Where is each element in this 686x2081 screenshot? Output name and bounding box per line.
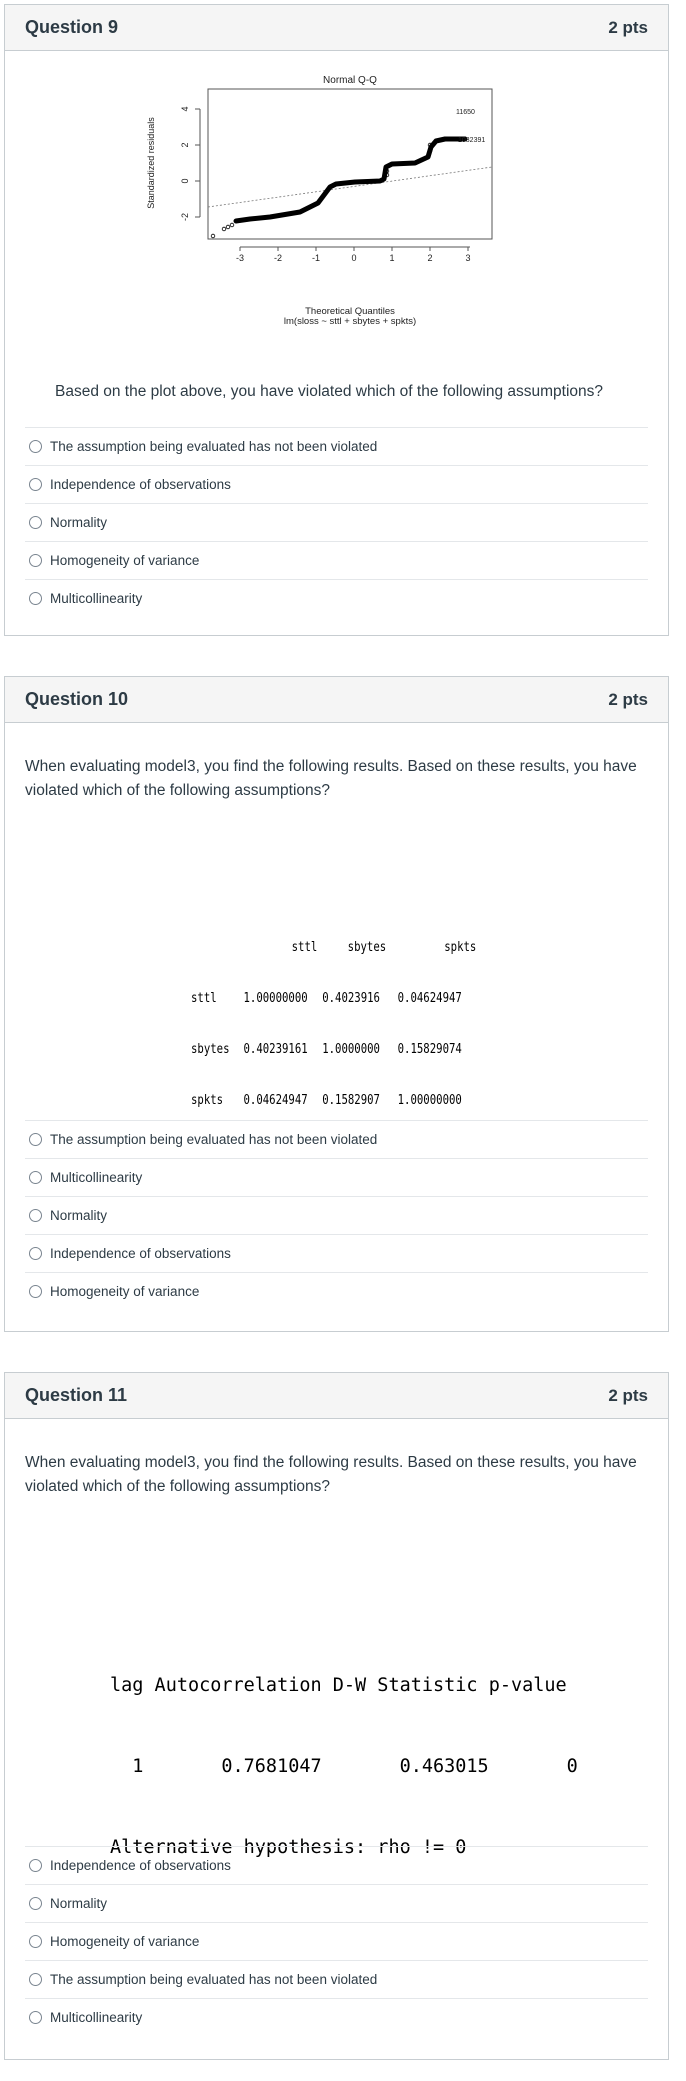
radio-button[interactable]	[29, 478, 42, 491]
radio-button[interactable]	[29, 1171, 42, 1184]
answer-option[interactable]	[25, 1120, 648, 1158]
question-header	[5, 677, 668, 723]
corr-cell: 1.00000000	[397, 1093, 462, 1108]
radio-button[interactable]	[29, 1935, 42, 1948]
question-points: 2 pts	[608, 689, 648, 709]
corr-header: spkts	[444, 940, 477, 955]
radio-button[interactable]	[29, 2011, 42, 2024]
corr-cell: 0.40239161	[243, 1042, 308, 1057]
corr-header: sttl	[291, 940, 318, 955]
answer-label: Homogeneity of variance	[50, 553, 200, 568]
answer-option[interactable]	[25, 1158, 648, 1196]
answer-label: Normality	[50, 515, 108, 530]
answer-option[interactable]	[25, 1846, 648, 1884]
answer-option[interactable]	[25, 465, 648, 503]
dw-row: 1 0.7681047 0.463015 0	[110, 1756, 578, 1777]
answer-label: Multicollinearity	[50, 2010, 143, 2025]
answer-option[interactable]	[25, 427, 648, 465]
corr-cell: 1.0000000	[322, 1042, 380, 1057]
answer-label: Normality	[50, 1208, 108, 1223]
radio-button[interactable]	[29, 1209, 42, 1222]
answer-option[interactable]	[25, 1922, 648, 1960]
question-prompt: When evaluating model3, you find the following results. Based on these results, you have violated which of the following assumptions?	[25, 758, 637, 799]
question-10	[4, 676, 669, 1332]
y-axis-ticks	[180, 106, 200, 221]
x-tick-label: 3	[465, 253, 471, 263]
answer-option[interactable]	[25, 1998, 648, 2036]
answer-label: Independence of observations	[50, 477, 231, 492]
x-tick-label: 1	[389, 253, 395, 263]
question-9	[4, 4, 669, 636]
answer-option[interactable]	[25, 1196, 648, 1234]
question-points: 2 pts	[608, 1385, 648, 1405]
model-formula: lm(sloss ~ sttl + sbytes + spkts)	[283, 316, 417, 327]
x-tick-label: -1	[311, 253, 321, 263]
answer-label: The assumption being evaluated has not been violated	[50, 439, 378, 454]
answer-option[interactable]	[25, 503, 648, 541]
question-title: Question 10	[25, 689, 129, 709]
radio-button[interactable]	[29, 516, 42, 529]
answer-label: Homogeneity of variance	[50, 1284, 200, 1299]
question-prompt: Based on the plot above, you have violated which of the following assumptions?	[55, 383, 604, 400]
qq-points	[236, 139, 465, 221]
corr-row-label: sttl	[191, 991, 217, 1006]
answer-label: Homogeneity of variance	[50, 1934, 200, 1949]
radio-button[interactable]	[29, 592, 42, 605]
y-tick-label: -2	[180, 212, 190, 222]
qq-outlier-points	[211, 137, 467, 238]
answer-option[interactable]	[25, 1884, 648, 1922]
qq-reference-line	[208, 167, 492, 207]
y-tick-label: 4	[180, 106, 190, 112]
x-tick-label: 2	[427, 253, 433, 263]
y-axis-label: Standardized residuals	[146, 117, 156, 209]
answer-label: The assumption being evaluated has not been violated	[50, 1972, 378, 1987]
answer-option[interactable]	[25, 579, 648, 617]
radio-button[interactable]	[29, 440, 42, 453]
question-points: 2 pts	[608, 17, 648, 37]
plot-title: Normal Q-Q	[323, 75, 377, 86]
corr-cell: 0.1582907	[322, 1093, 380, 1108]
radio-button[interactable]	[29, 1973, 42, 1986]
radio-button[interactable]	[29, 1247, 42, 1260]
answer-label: Multicollinearity	[50, 1170, 143, 1185]
outlier-label: 1032391	[458, 137, 486, 144]
y-tick-label: 2	[180, 142, 190, 148]
x-axis-label: Theoretical Quantiles	[305, 306, 395, 317]
y-tick-label: 0	[180, 178, 190, 184]
correlation-matrix	[191, 905, 476, 1143]
radio-button[interactable]	[29, 1133, 42, 1146]
corr-cell	[191, 939, 243, 956]
question-header	[5, 1373, 668, 1419]
radio-button[interactable]	[29, 554, 42, 567]
corr-cell: 1.00000000	[243, 991, 308, 1006]
x-tick-label: -2	[273, 253, 283, 263]
answer-option[interactable]	[25, 1234, 648, 1272]
answer-label: Independence of observations	[50, 1858, 231, 1873]
x-axis-ticks	[236, 247, 471, 263]
dw-header: lag Autocorrelation D-W Statistic p-value	[110, 1675, 567, 1696]
corr-cell: 0.4023916	[322, 991, 380, 1006]
x-tick-label: 0	[351, 253, 357, 263]
corr-row-label: spkts	[191, 1093, 224, 1108]
corr-row	[191, 1041, 476, 1058]
answer-list	[25, 1120, 648, 1310]
question-11	[4, 1372, 669, 2060]
answer-option[interactable]	[25, 1272, 648, 1310]
corr-header: sbytes	[347, 940, 387, 955]
corr-row	[191, 1092, 476, 1109]
answer-option[interactable]	[25, 1960, 648, 1998]
corr-row-label: sbytes	[191, 1042, 230, 1057]
answer-label: Normality	[50, 1896, 108, 1911]
question-prompt: When evaluating model3, you find the following results. Based on these results, you have violated which of the following assumptions?	[25, 1454, 637, 1495]
radio-button[interactable]	[29, 1859, 42, 1872]
question-title: Question 9	[25, 17, 119, 37]
question-title: Question 11	[25, 1385, 128, 1405]
corr-row	[191, 990, 476, 1007]
corr-cell: 0.04624947	[397, 991, 462, 1006]
answer-label: Independence of observations	[50, 1246, 231, 1261]
corr-cell: 0.04624947	[243, 1093, 308, 1108]
question-header	[5, 5, 668, 51]
answer-list	[25, 1846, 648, 2036]
answer-option[interactable]	[25, 541, 648, 579]
radio-button[interactable]	[29, 1285, 42, 1298]
radio-button[interactable]	[29, 1897, 42, 1910]
x-tick-label: -3	[235, 253, 245, 263]
outlier-label: 11650	[456, 109, 475, 116]
answer-list	[25, 427, 648, 617]
answer-label: The assumption being evaluated has not been violated	[50, 1132, 378, 1147]
qq-plot	[140, 71, 520, 341]
corr-cell: 0.15829074	[397, 1042, 462, 1057]
dw-alternative: Alternative hypothesis: rho != 0	[110, 1837, 467, 1858]
answer-label: Multicollinearity	[50, 591, 143, 606]
corr-header-row	[191, 939, 476, 956]
